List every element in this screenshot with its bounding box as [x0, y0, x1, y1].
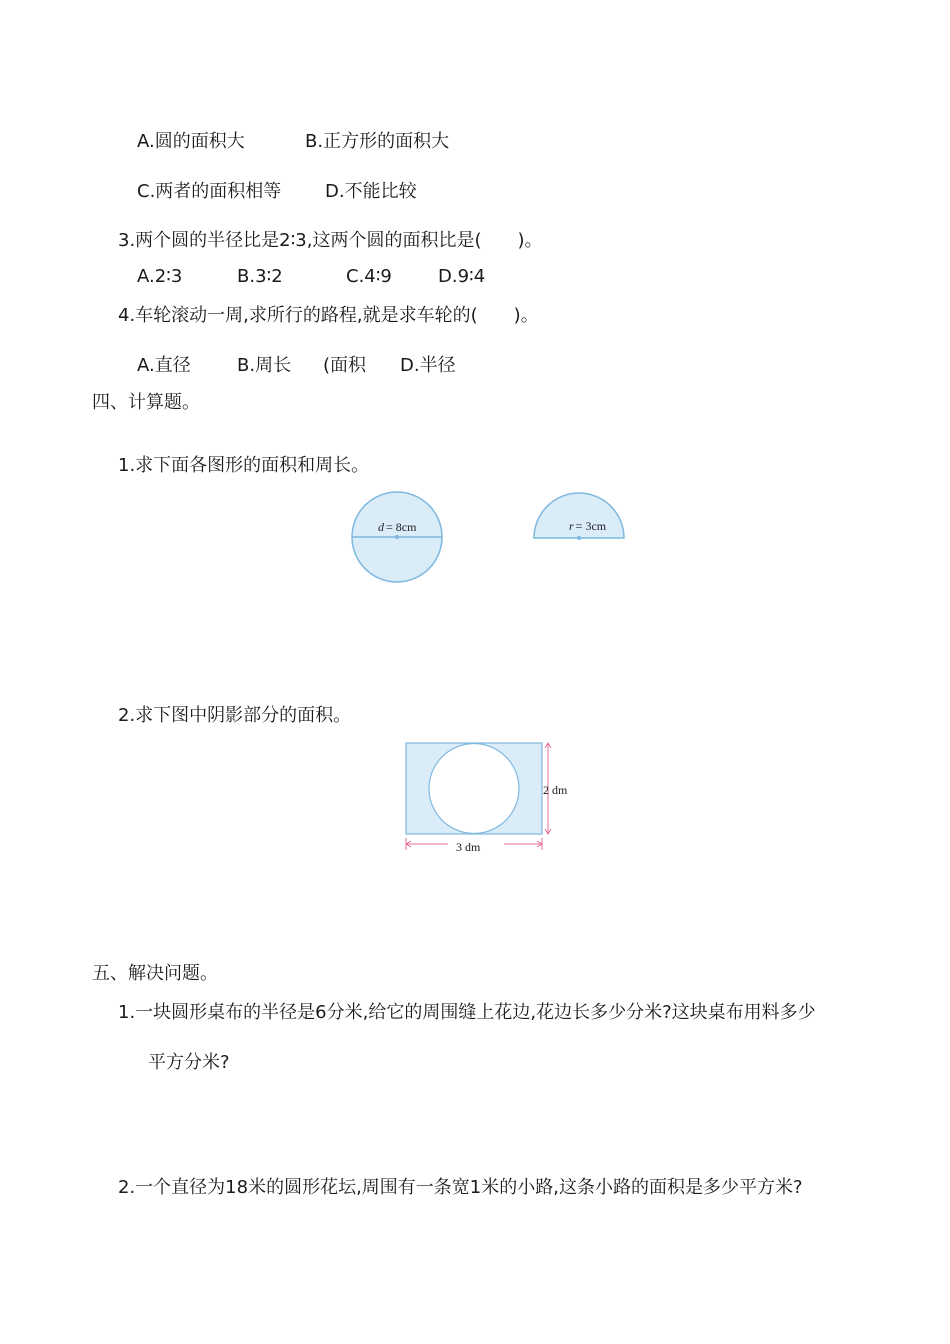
- q3-option-b: B.3∶2: [237, 266, 283, 287]
- section4-title: 四、计算题。: [92, 392, 200, 413]
- q4-option-c: (面积: [323, 355, 367, 376]
- q3-option-a: A.2∶3: [137, 266, 183, 287]
- q2-option-d: D.不能比较: [325, 181, 417, 202]
- circle-center-dot: [395, 535, 399, 539]
- section5-problem1-line2: 平方分米?: [148, 1052, 230, 1073]
- section5-problem1-line1: 1.一块圆形桌布的半径是6分米,给它的周围缝上花边,花边长多少分米?这块桌布用料多少: [118, 1002, 816, 1023]
- section4-problem1-stem: 1.求下面各图形的面积和周长。: [118, 455, 370, 476]
- width-label: 3 dm: [456, 840, 481, 854]
- section5-title: 五、解决问题。: [92, 963, 218, 984]
- height-label: 2 dm: [543, 783, 568, 797]
- semicircle-figure: [532, 490, 628, 542]
- q4-option-b: B.周长: [237, 355, 292, 376]
- q2-option-b: B.正方形的面积大: [305, 131, 450, 152]
- q3-stem: 3.两个圆的半径比是2∶3,这两个圆的面积比是( )。: [118, 230, 543, 251]
- q2-option-a: A.圆的面积大: [137, 131, 245, 152]
- circle-figure: [350, 490, 446, 586]
- inner-circle: [429, 744, 519, 834]
- section4-problem2-stem: 2.求下图中阴影部分的面积。: [118, 705, 352, 726]
- q3-option-d: D.9∶4: [438, 266, 486, 287]
- q4-option-a: A.直径: [137, 355, 191, 376]
- circle-diameter-label: d = 8cm: [378, 520, 417, 534]
- q4-stem: 4.车轮滚动一周,求所行的路程,就是求车轮的( )。: [118, 305, 539, 326]
- q2-option-c: C.两者的面积相等: [137, 181, 282, 202]
- semicircle-radius-label: r = 3cm: [569, 519, 607, 533]
- section5-problem2: 2.一个直径为18米的圆形花坛,周围有一条宽1米的小路,这条小路的面积是多少平方米?: [118, 1177, 803, 1198]
- shaded-rectangle-figure: [400, 738, 585, 858]
- semicircle-center-dot: [577, 536, 581, 540]
- q3-option-c: C.4∶9: [346, 266, 392, 287]
- q4-option-d: D.半径: [400, 355, 456, 376]
